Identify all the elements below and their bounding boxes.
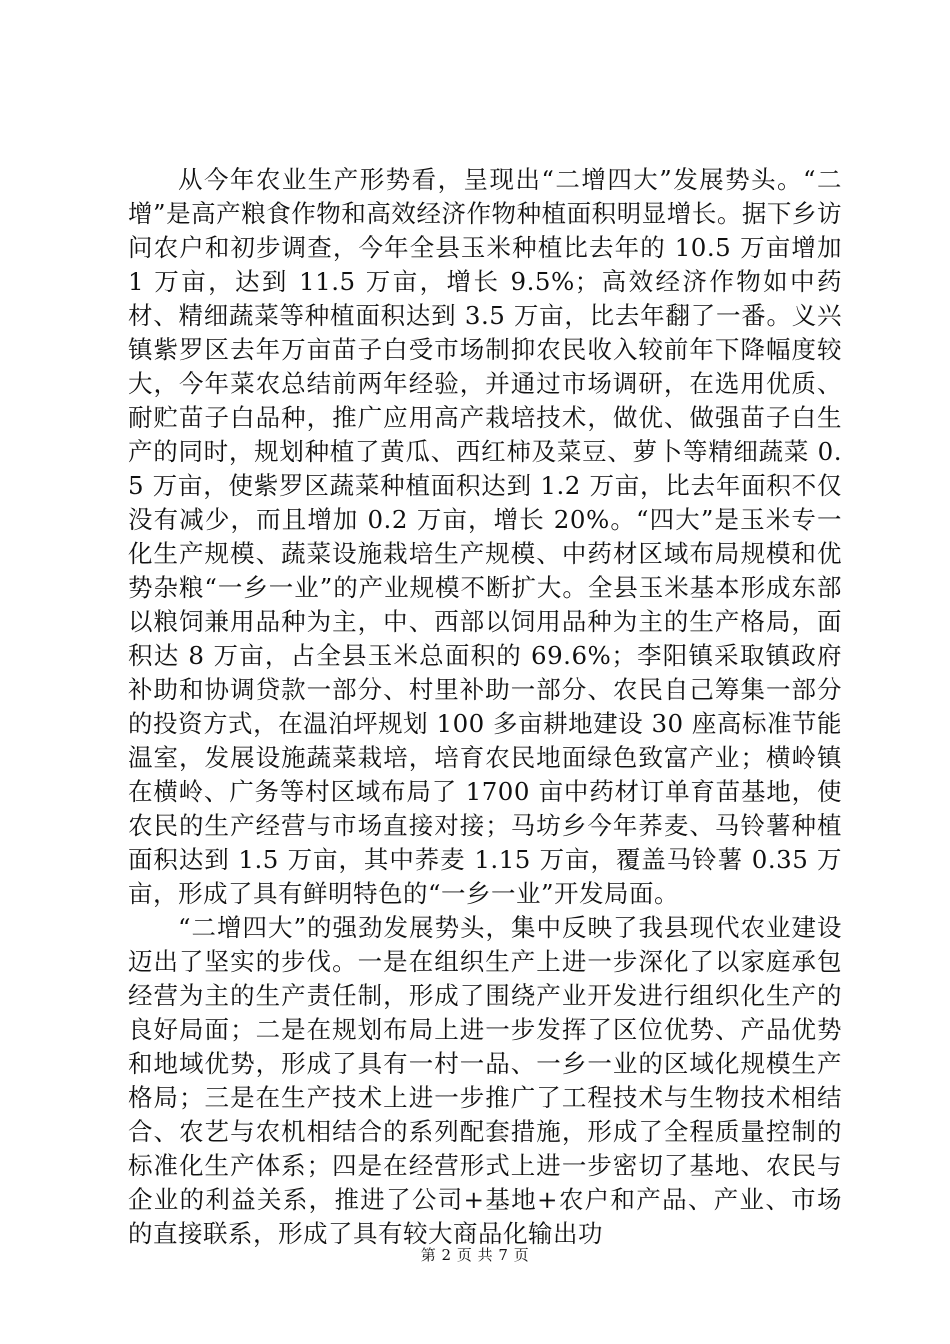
paragraph-1: 从今年农业生产形势看，呈现出“二增四大”发展势头。“二增”是高产粮食作物和高效经济作物种植面积明显增长。据下乡访问农户和初步调查，今年全县玉米种植比去年的 10.5 万亩增加 1 万亩，达到 11.5 万亩，增长 9.5%；高效经济作物如中药材、精细蔬菜等种植面积达到 3.5 万亩，比去年翻了一番。义兴镇紫罗区去年万亩苗子白受市场制抑农民收入较前年下降幅度较大，今年菜农总结前两年经验，并通过市场调研，在选用优质、耐贮苗子白品种，推广应用高产栽培技术，做优、做强苗子白生产的同时，规划种植了黄瓜、西红柿及菜豆、萝卜等精细蔬菜 0.5 万亩，使紫罗区蔬菜种植面积达到 1.2 万亩，比去年面积不仅没有减少，而且增加 0.2 万亩，增长 20%。“四大”是玉米专一化生产规模、蔬菜设施栽培生产规模、中药材区域布局规模和优势杂粮“一乡一业”的产业规模不断扩大。全县玉米基本形成东部以粮饲兼用品种为主，中、西部以饲用品种为主的生产格局，面积达 8 万亩，占全县玉米总面积的 69.6%；李阳镇采取镇政府补助和协调贷款一部分、村里补助一部分、农民自己筹集一部分的投资方式，在温泊坪规划 100 多亩耕地建设 30 座高标准节能温室，发展设施蔬菜栽培，培育农民地面绿色致富产业；横岭镇在横岭、广务等村区域布局了 1700 亩中药材订单育苗基地，使农民的生产经营与市场直接对接；马坊乡今年荞麦、马铃薯种植面积达到 1.5 万亩，其中荞麦 1.15 万亩，覆盖马铃薯 0.35 万亩，形成了具有鲜明特色的“一乡一业”开发局面。 bbox=[128, 165, 842, 908]
document-body bbox=[128, 163, 842, 1251]
page-footer: 第 2 页 共 7 页 bbox=[420, 1246, 530, 1264]
paragraph-2: “二增四大”的强劲发展势头，集中反映了我县现代农业建设迈出了坚实的步伐。一是在组织生产上进一步深化了以家庭承包经营为主的生产责任制，形成了围绕产业开发进行组织化生产的良好局面；二是在规划布局上进一步发挥了区位优势、产品优势和地域优势，形成了具有一村一品、一乡一业的区域化规模生产格局；三是在生产技术上进一步推广了工程技术与生物技术相结合、农艺与农机相结合的系列配套措施，形成了全程质量控制的标准化生产体系；四是在经营形式上进一步密切了基地、农民与企业的利益关系，推进了公司+基地+农户和产品、产业、市场的直接联系，形成了具有较大商品化输出功 bbox=[128, 913, 842, 1248]
